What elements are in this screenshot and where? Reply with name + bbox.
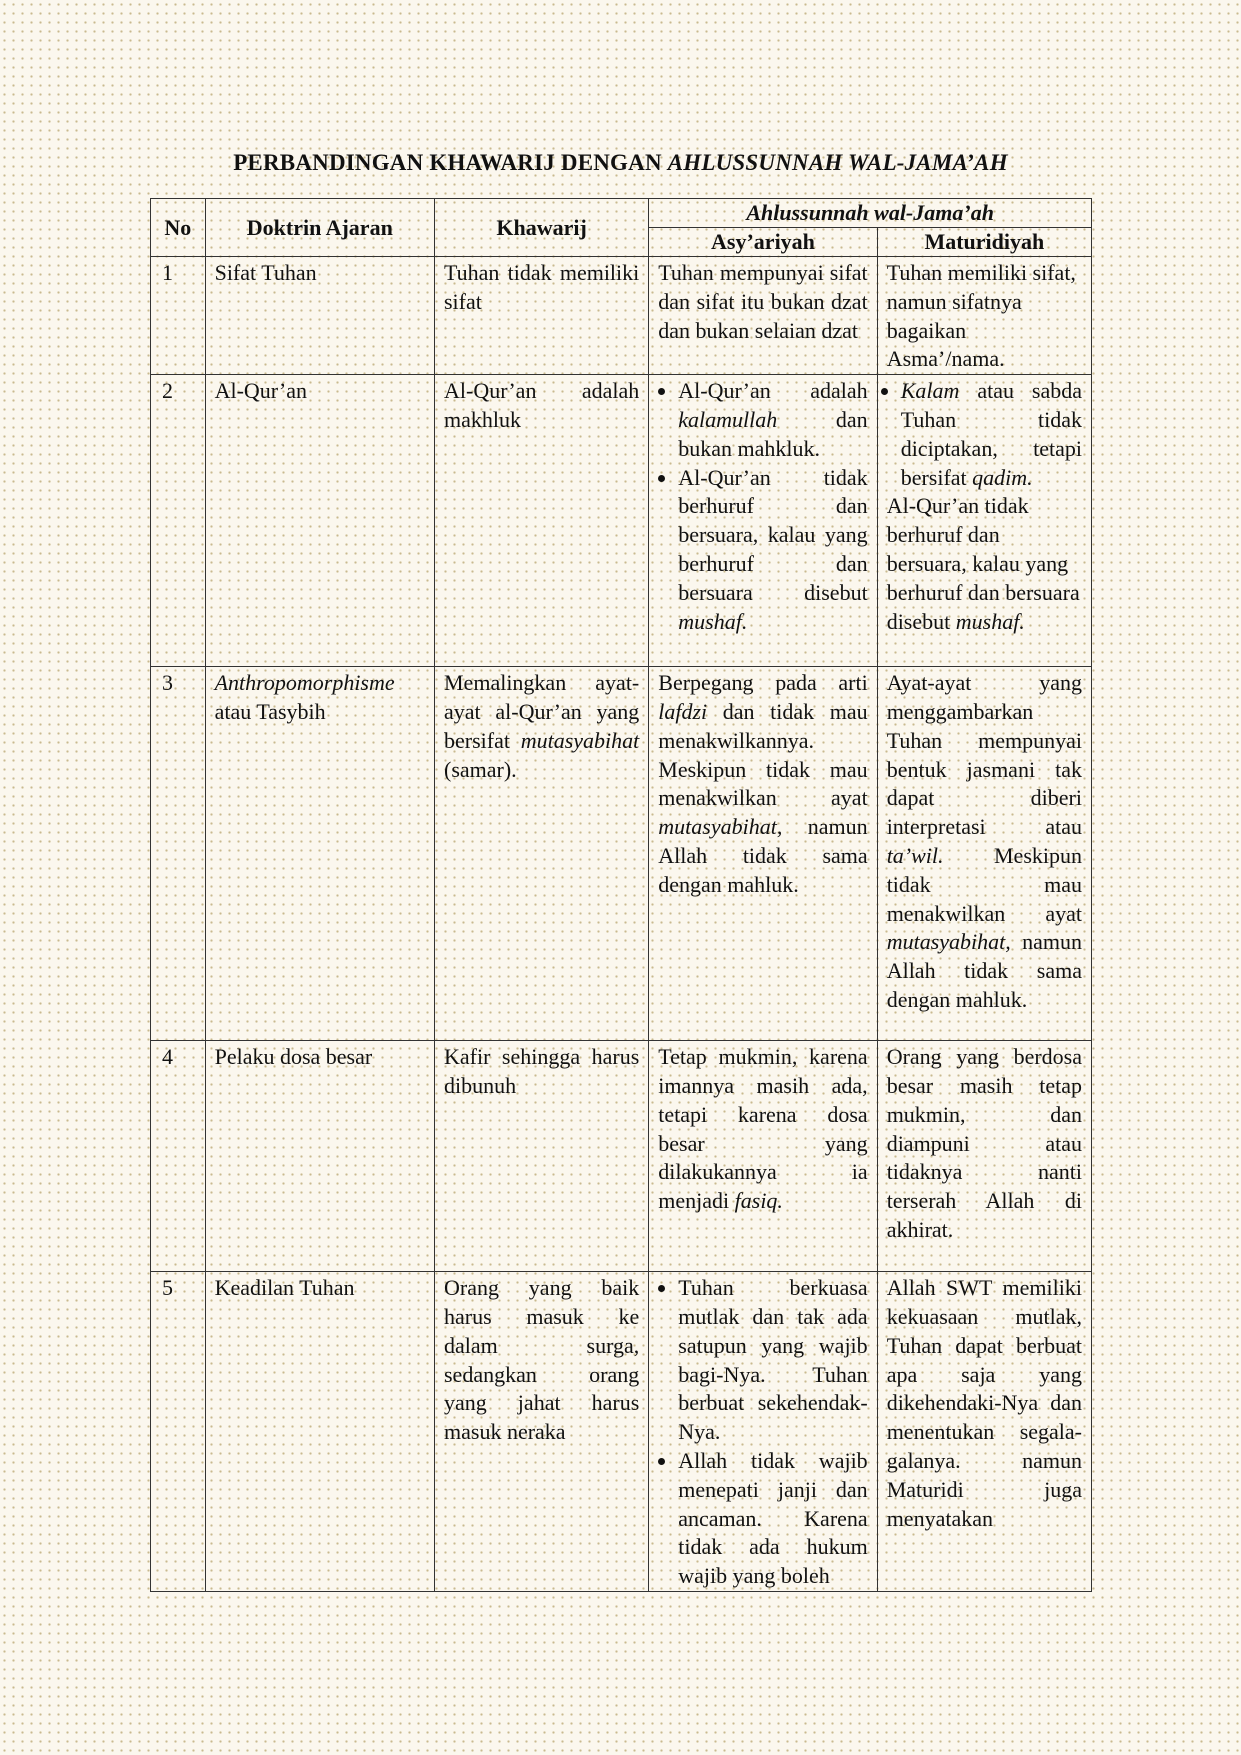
row-number: 1	[151, 257, 206, 375]
header-ahlussunnah: Ahlussunnah wal-Jama’ah	[649, 199, 1092, 228]
row-number: 5	[151, 1272, 206, 1592]
row-number: 4	[151, 1041, 206, 1272]
khawarij-cell: Tuhan tidak memiliki sifat	[435, 257, 649, 375]
maturidiyah-cell: Tuhan memiliki sifat, namun sifatnya bagaikan Asma’/nama.	[877, 257, 1091, 375]
header-no: No	[151, 199, 206, 257]
khawarij-cell: Orang yang baik harus masuk ke dalam surga, sedangkan orang yang jahat harus masuk neraka	[435, 1272, 649, 1592]
bullet-item: • Al-Qur’an tidak berhuruf dan bersuara, kalau yang berhuruf dan bersuara disebut mushaf.	[678, 464, 867, 637]
bullet-item: • Al-Qur’an adalah kalamullah dan bukan mahkluk.	[678, 377, 867, 463]
asyariyah-cell: Berpegang pada arti lafdzi dan tidak mau menakwilkannya. Meskipun tidak mau menakwilkan ayat mutasyabihat, namun Allah tidak sama dengan mahluk.	[649, 667, 877, 1041]
row-number: 2	[151, 375, 206, 667]
maturidiyah-cell: Allah SWT memiliki kekuasaan mutlak, Tuhan dapat berbuat apa saja yang dikehendaki-Nya dan menentukan segala-galanya. namun Maturidi juga menyatakan	[877, 1272, 1091, 1592]
table-row	[151, 257, 1092, 375]
maturidiyah-cell: Ayat-ayat yang menggambarkan Tuhan mempunyai bentuk jasmani tak dapat diberi interpretasi atau ta’wil. Meskipun tidak mau menakwilkan ayat mutasyabihat, namun Allah tidak sama dengan mahluk.	[877, 667, 1091, 1041]
header-doktrin: Doktrin Ajaran	[205, 199, 434, 257]
asyariyah-cell: Tetap mukmin, karena imannya masih ada, tetapi karena dosa besar yang dilakukannya ia menjadi fasiq.	[649, 1041, 877, 1272]
doktrin-cell: Sifat Tuhan	[205, 257, 434, 375]
khawarij-cell: Memalingkan ayat-ayat al-Qur’an yang bersifat mutasyabihat (samar).	[435, 667, 649, 1041]
asyariyah-cell: Tuhan mempunyai sifat dan sifat itu bukan dzat dan bukan selaian dzat	[649, 257, 877, 375]
table-row	[151, 1272, 1092, 1592]
doktrin-cell: Keadilan Tuhan	[205, 1272, 434, 1592]
bullet-item: • Allah tidak wajib menepati janji dan ancaman. Karena tidak ada hukum wajib yang boleh	[678, 1447, 867, 1591]
header-asyariyah: Asy’ariyah	[649, 228, 877, 257]
asyariyah-cell	[649, 375, 877, 667]
header-khawarij: Khawarij	[435, 199, 649, 257]
asyariyah-cell	[649, 1272, 877, 1592]
khawarij-cell: Al-Qur’an adalah makhluk	[435, 375, 649, 667]
doktrin-cell: Pelaku dosa besar	[205, 1041, 434, 1272]
page-title: PERBANDINGAN KHAWARIJ DENGAN AHLUSSUNNAH WAL-JAMA’AH	[233, 150, 1008, 175]
maturidiyah-cell: Orang yang berdosa besar masih tetap mukmin, dan diampuni atau tidaknya nanti terserah Allah di akhirat.	[877, 1041, 1091, 1272]
cell-paragraph: Al-Qur’an tidak berhuruf dan bersuara, kalau yang berhuruf dan bersuara disebut mushaf.	[886, 493, 1080, 634]
doktrin-cell: Al-Qur’an	[205, 375, 434, 667]
maturidiyah-cell	[877, 375, 1091, 667]
table-row	[151, 667, 1092, 1041]
khawarij-cell: Kafir sehingga harus dibunuh	[435, 1041, 649, 1272]
row-number: 3	[151, 667, 206, 1041]
header-row	[151, 199, 1092, 228]
bullet-item: • Tuhan berkuasa mutlak dan tak ada satupun yang wajib bagi-Nya. Tuhan berbuat sekehendak-Nya.	[678, 1274, 867, 1447]
bullet-item: • Kalam atau sabda Tuhan tidak diciptakan, tetapi bersifat qadim.	[901, 377, 1082, 492]
comparison-table	[150, 198, 1092, 1592]
doktrin-cell: Anthropomorphisme atau Tasybih	[205, 667, 434, 1041]
table-row	[151, 1041, 1092, 1272]
table-row	[151, 375, 1092, 667]
header-maturidiyah: Maturidiyah	[877, 228, 1091, 257]
